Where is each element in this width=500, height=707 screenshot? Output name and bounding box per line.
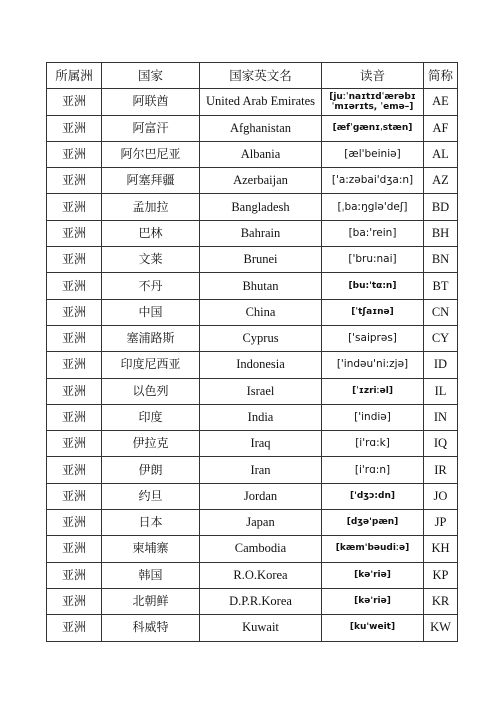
cell-abbreviation: BT bbox=[424, 273, 458, 299]
table-row bbox=[47, 325, 458, 351]
cell-abbreviation: IL bbox=[424, 378, 458, 404]
cell-pronunciation: [i'rɑ:k] bbox=[322, 431, 424, 457]
cell-continent: 亚洲 bbox=[47, 325, 102, 351]
table-header-row bbox=[47, 63, 458, 89]
table-row bbox=[47, 562, 458, 588]
cell-english-name: Cambodia bbox=[200, 536, 322, 562]
cell-continent: 亚洲 bbox=[47, 404, 102, 430]
cell-abbreviation: KP bbox=[424, 562, 458, 588]
cell-pronunciation: [ˌbaːŋglə'deʃ] bbox=[322, 194, 424, 220]
cell-continent: 亚洲 bbox=[47, 562, 102, 588]
cell-abbreviation: CN bbox=[424, 299, 458, 325]
cell-continent: 亚洲 bbox=[47, 273, 102, 299]
cell-continent: 亚洲 bbox=[47, 457, 102, 483]
cell-english-name: Indonesia bbox=[200, 352, 322, 378]
cell-pronunciation: [æfˈgænɪˌstæn] bbox=[322, 115, 424, 141]
table-row bbox=[47, 141, 458, 167]
cell-pronunciation: [bu:'tα:n] bbox=[322, 273, 424, 299]
cell-abbreviation: IR bbox=[424, 457, 458, 483]
cell-english-name: R.O.Korea bbox=[200, 562, 322, 588]
cell-country: 巴林 bbox=[102, 220, 200, 246]
cell-country: 阿塞拜疆 bbox=[102, 168, 200, 194]
table-row bbox=[47, 247, 458, 273]
cell-abbreviation: BN bbox=[424, 247, 458, 273]
cell-english-name: D.P.R.Korea bbox=[200, 588, 322, 614]
header-abbreviation: 简称 bbox=[424, 63, 458, 89]
cell-country: 韩国 bbox=[102, 562, 200, 588]
cell-continent: 亚洲 bbox=[47, 220, 102, 246]
cell-continent: 亚洲 bbox=[47, 431, 102, 457]
cell-country: 阿富汗 bbox=[102, 115, 200, 141]
cell-abbreviation: AF bbox=[424, 115, 458, 141]
cell-pronunciation: [ba:'rein] bbox=[322, 220, 424, 246]
cell-pronunciation: [dʒə'pæn] bbox=[322, 510, 424, 536]
table-row bbox=[47, 588, 458, 614]
cell-english-name: Azerbaijan bbox=[200, 168, 322, 194]
country-table bbox=[46, 62, 458, 642]
header-english-name: 国家英文名 bbox=[200, 63, 322, 89]
cell-pronunciation: [i'rɑ:n] bbox=[322, 457, 424, 483]
cell-country: 阿联酋 bbox=[102, 89, 200, 115]
cell-pronunciation: ['bru:nai] bbox=[322, 247, 424, 273]
cell-continent: 亚洲 bbox=[47, 299, 102, 325]
cell-continent: 亚洲 bbox=[47, 483, 102, 509]
cell-continent: 亚洲 bbox=[47, 536, 102, 562]
cell-country: 日本 bbox=[102, 510, 200, 536]
cell-country: 塞浦路斯 bbox=[102, 325, 200, 351]
cell-country: 印度尼西亚 bbox=[102, 352, 200, 378]
cell-abbreviation: AZ bbox=[424, 168, 458, 194]
cell-country: 柬埔寨 bbox=[102, 536, 200, 562]
cell-english-name: Bangladesh bbox=[200, 194, 322, 220]
cell-english-name: Afghanistan bbox=[200, 115, 322, 141]
cell-pronunciation: [æl'beiniə] bbox=[322, 141, 424, 167]
table-row bbox=[47, 404, 458, 430]
cell-country: 阿尔巴尼亚 bbox=[102, 141, 200, 167]
table-row bbox=[47, 220, 458, 246]
cell-english-name: Iran bbox=[200, 457, 322, 483]
cell-pronunciation: [ˈtʃaɪnə] bbox=[322, 299, 424, 325]
cell-pronunciation: [kə'riə] bbox=[322, 588, 424, 614]
table-row bbox=[47, 510, 458, 536]
cell-pronunciation: [kə'riə] bbox=[322, 562, 424, 588]
cell-abbreviation: ID bbox=[424, 352, 458, 378]
cell-pronunciation: [ˈɪzriːəl] bbox=[322, 378, 424, 404]
table-row bbox=[47, 378, 458, 404]
cell-abbreviation: JO bbox=[424, 483, 458, 509]
table-row bbox=[47, 352, 458, 378]
cell-abbreviation: BD bbox=[424, 194, 458, 220]
table-row bbox=[47, 115, 458, 141]
cell-abbreviation: AE bbox=[424, 89, 458, 115]
table-row bbox=[47, 299, 458, 325]
cell-continent: 亚洲 bbox=[47, 247, 102, 273]
country-table-sheet bbox=[46, 62, 457, 642]
cell-pronunciation: ['a:zəbai'dʒa:n] bbox=[322, 168, 424, 194]
cell-country: 不丹 bbox=[102, 273, 200, 299]
cell-country: 北朝鲜 bbox=[102, 588, 200, 614]
cell-country: 以色列 bbox=[102, 378, 200, 404]
cell-continent: 亚洲 bbox=[47, 168, 102, 194]
table-row bbox=[47, 457, 458, 483]
table-row bbox=[47, 536, 458, 562]
cell-english-name: Brunei bbox=[200, 247, 322, 273]
table-row bbox=[47, 273, 458, 299]
cell-country: 印度 bbox=[102, 404, 200, 430]
cell-abbreviation: AL bbox=[424, 141, 458, 167]
cell-english-name: Bhutan bbox=[200, 273, 322, 299]
table-row bbox=[47, 194, 458, 220]
cell-pronunciation: [ku'weit] bbox=[322, 615, 424, 641]
cell-continent: 亚洲 bbox=[47, 510, 102, 536]
header-pronunciation: 读音 bbox=[322, 63, 424, 89]
header-country: 国家 bbox=[102, 63, 200, 89]
table-row bbox=[47, 431, 458, 457]
cell-english-name: Cyprus bbox=[200, 325, 322, 351]
cell-english-name: Iraq bbox=[200, 431, 322, 457]
cell-abbreviation: KR bbox=[424, 588, 458, 614]
cell-english-name: Jordan bbox=[200, 483, 322, 509]
cell-continent: 亚洲 bbox=[47, 588, 102, 614]
cell-pronunciation: ['dʒɔ:dn] bbox=[322, 483, 424, 509]
table-row bbox=[47, 168, 458, 194]
cell-country: 约旦 bbox=[102, 483, 200, 509]
cell-abbreviation: CY bbox=[424, 325, 458, 351]
cell-english-name: United Arab Emirates bbox=[200, 89, 322, 115]
cell-abbreviation: KH bbox=[424, 536, 458, 562]
cell-english-name: Israel bbox=[200, 378, 322, 404]
cell-english-name: Bahrain bbox=[200, 220, 322, 246]
header-continent: 所属洲 bbox=[47, 63, 102, 89]
cell-country: 科威特 bbox=[102, 615, 200, 641]
cell-country: 中国 bbox=[102, 299, 200, 325]
cell-abbreviation: IQ bbox=[424, 431, 458, 457]
table-row bbox=[47, 615, 458, 641]
cell-continent: 亚洲 bbox=[47, 89, 102, 115]
cell-pronunciation: [kæm'bəudiːə] bbox=[322, 536, 424, 562]
cell-continent: 亚洲 bbox=[47, 615, 102, 641]
cell-continent: 亚洲 bbox=[47, 352, 102, 378]
cell-country: 孟加拉 bbox=[102, 194, 200, 220]
cell-continent: 亚洲 bbox=[47, 115, 102, 141]
cell-abbreviation: KW bbox=[424, 615, 458, 641]
cell-english-name: Japan bbox=[200, 510, 322, 536]
cell-continent: 亚洲 bbox=[47, 378, 102, 404]
cell-english-name: Kuwait bbox=[200, 615, 322, 641]
cell-pronunciation: ['indiə] bbox=[322, 404, 424, 430]
cell-pronunciation: ['indəu'ni:zjə] bbox=[322, 352, 424, 378]
cell-pronunciation: [juːˈnaɪtɪdˈærəbɪˈmɪərɪts, ˈemə–] bbox=[322, 89, 424, 115]
cell-abbreviation: BH bbox=[424, 220, 458, 246]
table-row bbox=[47, 89, 458, 115]
cell-english-name: Albania bbox=[200, 141, 322, 167]
cell-continent: 亚洲 bbox=[47, 194, 102, 220]
cell-country: 伊朗 bbox=[102, 457, 200, 483]
cell-english-name: China bbox=[200, 299, 322, 325]
cell-english-name: India bbox=[200, 404, 322, 430]
cell-country: 文莱 bbox=[102, 247, 200, 273]
cell-abbreviation: IN bbox=[424, 404, 458, 430]
cell-continent: 亚洲 bbox=[47, 141, 102, 167]
table-row bbox=[47, 483, 458, 509]
cell-pronunciation: ['saiprəs] bbox=[322, 325, 424, 351]
cell-abbreviation: JP bbox=[424, 510, 458, 536]
cell-country: 伊拉克 bbox=[102, 431, 200, 457]
